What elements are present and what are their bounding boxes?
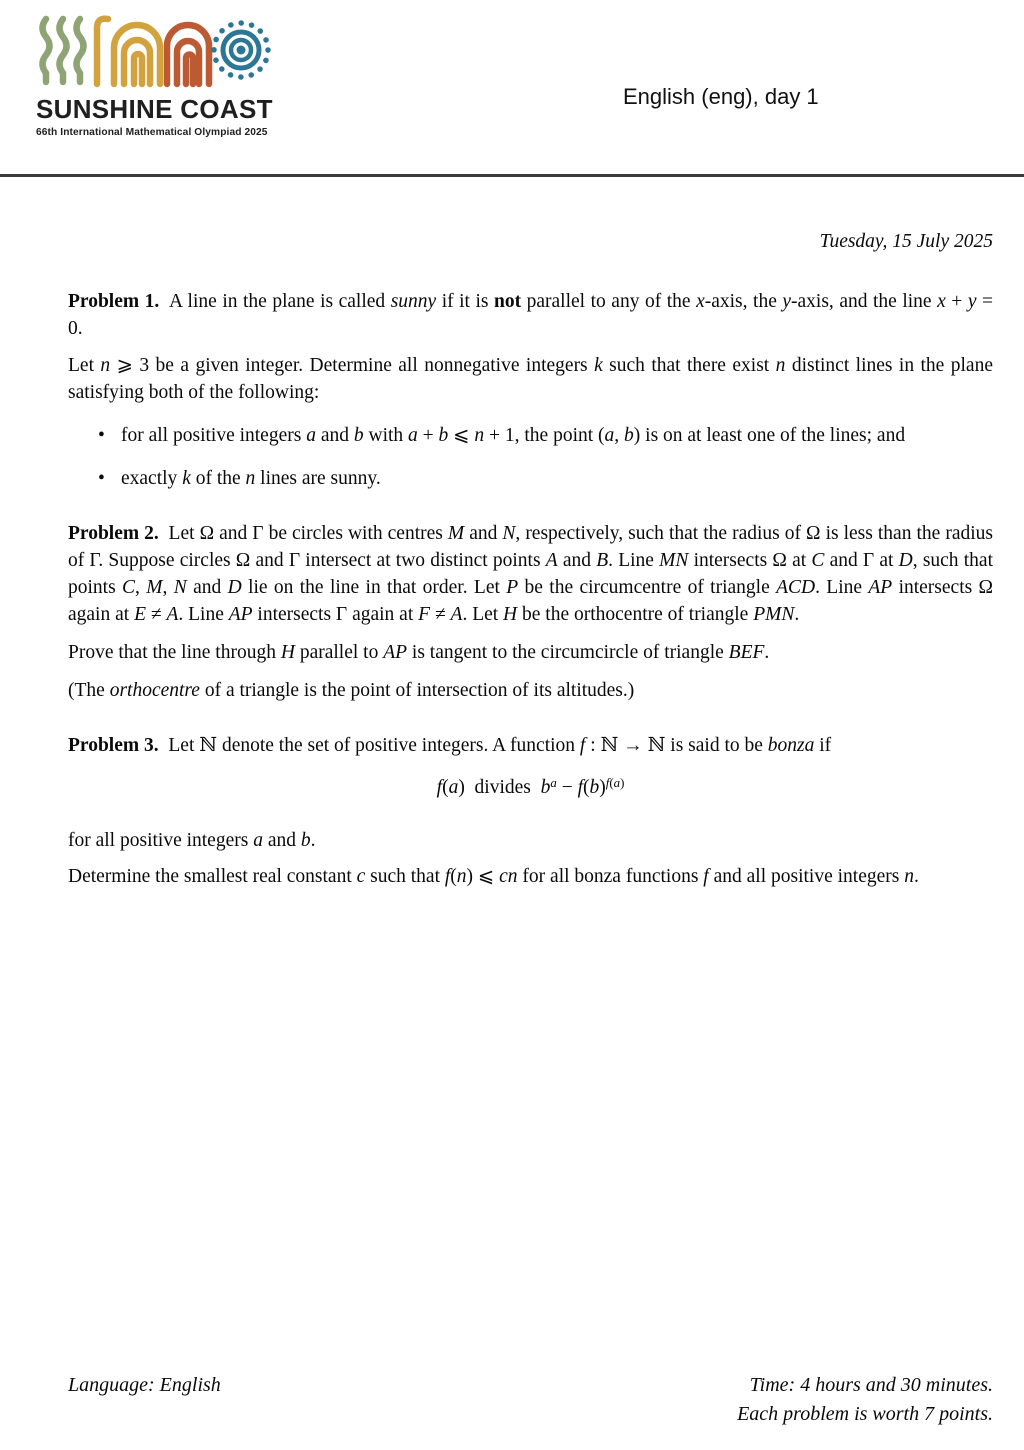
text-run: − <box>556 777 578 798</box>
text-run: lines are sunny. <box>255 468 381 489</box>
text-run: . Line <box>815 577 869 598</box>
text-run: -axis, the <box>704 291 783 312</box>
text-run: Let ℕ denote the set of positive integers. A function <box>158 735 580 756</box>
text-run: . <box>794 604 800 625</box>
text-run: and all positive integers <box>708 866 905 887</box>
text-run: y <box>782 291 792 312</box>
footer-time <box>737 1371 993 1428</box>
logo-sun-center <box>237 46 246 55</box>
footer-language <box>68 1371 221 1399</box>
text-run: Problem 2. <box>68 523 159 544</box>
text-run: and <box>186 577 228 598</box>
text-run: BEF <box>728 642 765 663</box>
text-run: x <box>937 291 946 312</box>
text-run: n <box>775 355 786 376</box>
text-run: Prove that the line through <box>68 642 281 663</box>
text-run: A <box>450 604 463 625</box>
text-run: exactly <box>121 468 183 489</box>
text-run: AP <box>383 642 408 663</box>
text-run: orthocentre <box>109 680 200 701</box>
text-run: for all bonza functions <box>517 866 704 887</box>
bullet-icon: • <box>98 468 105 489</box>
text-run: H <box>280 642 295 663</box>
text-run: N <box>502 523 516 544</box>
problem-3-formula <box>68 774 993 801</box>
text-run: bonza <box>767 735 815 756</box>
text-run: and <box>315 425 354 446</box>
text-run: n <box>245 468 256 489</box>
text-run: A line in the plane is called <box>159 291 391 312</box>
text-run: and <box>262 830 301 851</box>
text-run: not <box>494 291 522 312</box>
logo-yellow-stem <box>97 19 108 84</box>
text-run: sunny <box>390 291 437 312</box>
text-run: N <box>173 577 187 598</box>
text-run: ≠ <box>430 604 451 625</box>
text-run: f <box>577 777 583 798</box>
text-run: ≠ <box>145 604 167 625</box>
text-run: H <box>503 604 518 625</box>
problem-1-bullet-1 <box>68 422 993 449</box>
text-run: cn <box>499 866 518 887</box>
imo-logo-art <box>36 8 278 93</box>
problem-3-forall <box>68 827 993 854</box>
text-run: a <box>306 425 316 446</box>
footer-points-line: Each problem is worth 7 points. <box>737 1402 993 1425</box>
text-run: a <box>550 776 557 790</box>
text-run: ) is on at least one of the lines; and <box>633 425 906 446</box>
text-run: n <box>100 355 111 376</box>
text-run: b <box>540 777 551 798</box>
text-run: intersects Γ again at <box>252 604 419 625</box>
text-run: k <box>594 355 603 376</box>
problem-2-prove <box>68 639 993 666</box>
text-run: ) <box>620 776 625 790</box>
text-run: intersects Ω again at <box>68 577 994 625</box>
text-run: = 0. <box>68 291 993 339</box>
text-run: MN <box>659 550 689 571</box>
text-run: of the <box>190 468 246 489</box>
text-run: , such that points <box>68 550 993 598</box>
text-run: P <box>506 577 519 598</box>
text-run: x <box>696 291 705 312</box>
problem-1-bullet-2-text <box>121 465 993 492</box>
text-run: ) <box>599 777 606 798</box>
text-run: n <box>456 866 467 887</box>
text-run: a <box>604 425 615 446</box>
text-run: ) divides <box>458 777 541 798</box>
date-line: Tuesday, 15 July 2025 <box>819 231 993 252</box>
text-run: f <box>579 735 586 756</box>
text-run: AP <box>228 604 253 625</box>
text-run: ( <box>442 777 449 798</box>
text-run: b <box>589 777 600 798</box>
footer-language-label: Language: <box>68 1374 155 1396</box>
text-run: (The <box>68 680 110 701</box>
text-run: a <box>408 425 418 446</box>
text-run: b <box>300 830 311 851</box>
imo-logo <box>36 8 278 138</box>
text-run: parallel to <box>294 642 384 663</box>
text-run: a <box>613 776 621 790</box>
text-run: ACD <box>776 577 816 598</box>
text-run: is tangent to the circumcircle of triangle <box>407 642 729 663</box>
problem-3-determine <box>68 863 993 890</box>
text-run: and <box>464 523 503 544</box>
text-run: : ℕ → ℕ is said to be <box>585 735 768 756</box>
text-run: , <box>135 577 147 598</box>
problem-1-statement <box>68 288 993 342</box>
text-run: f <box>436 777 443 798</box>
text-run: ⩽ <box>448 425 475 446</box>
text-run: ) ⩽ <box>466 866 500 887</box>
text-run: parallel to any of the <box>521 291 697 312</box>
text-run: Problem 1. <box>68 291 160 312</box>
text-run: F <box>418 604 431 625</box>
text-run: AP <box>868 577 893 598</box>
text-run: a <box>448 777 459 798</box>
text-run: and <box>557 550 597 571</box>
text-run: if <box>814 735 832 756</box>
text-run: and Γ at <box>824 550 899 571</box>
text-run: PMN <box>753 604 795 625</box>
text-run: Determine the smallest real constant <box>68 866 357 887</box>
logo-wave-1 <box>43 19 50 82</box>
logo-subtitle: 66th International Mathematical Olympiad 2025 <box>36 127 268 138</box>
main-content <box>68 228 993 890</box>
text-run: for all positive integers <box>121 425 307 446</box>
text-run: lie on the line in that order. Let <box>241 577 507 598</box>
text-run: ⩾ 3 be a given integer. Determine all nonnegative integers <box>110 355 595 376</box>
text-run: + <box>945 291 968 312</box>
text-run: f <box>703 866 709 887</box>
logo-title: SUNSHINE COAST <box>36 94 273 124</box>
text-run: n <box>904 866 914 887</box>
text-run: be the circumcentre of triangle <box>518 577 777 598</box>
logo-red-arch-inner <box>186 55 193 84</box>
text-run: M <box>447 523 465 544</box>
problem-2-note <box>68 677 993 704</box>
text-run: b <box>353 425 364 446</box>
logo-wave-3 <box>77 19 84 82</box>
text-run: D <box>227 577 242 598</box>
text-run: ( <box>609 776 614 790</box>
bullet-icon: • <box>98 425 105 446</box>
text-run: C <box>122 577 136 598</box>
header-rule <box>0 174 1024 177</box>
text-run: distinct lines in the plane satisfying both of the following: <box>68 355 993 403</box>
text-run: ( <box>583 777 590 798</box>
text-run: . Let <box>462 604 504 625</box>
text-run: A <box>545 550 558 571</box>
text-run: . <box>310 830 316 851</box>
text-run: + <box>417 425 439 446</box>
text-run: for all positive integers <box>68 830 254 851</box>
text-run: , <box>162 577 174 598</box>
problem-2-statement <box>68 520 993 628</box>
text-run: , respectively, such that the radius of Ω is less than the radius of Γ. Suppose circles Ω and Γ intersect at two distinct points <box>68 523 994 571</box>
text-run: D <box>898 550 913 571</box>
text-run: f <box>605 776 610 790</box>
text-run: . Line <box>608 550 660 571</box>
text-run: b <box>624 425 634 446</box>
text-run: b <box>438 425 449 446</box>
text-run: . Line <box>178 604 229 625</box>
text-run: a <box>253 830 263 851</box>
text-run: ( <box>450 866 457 887</box>
text-run: be the orthocentre of triangle <box>517 604 754 625</box>
text-run: k <box>182 468 191 489</box>
text-run: C <box>811 550 825 571</box>
footer-language-value: English <box>159 1374 221 1396</box>
text-run: B <box>596 550 609 571</box>
text-run: E <box>134 604 146 625</box>
text-run: Let <box>68 355 101 376</box>
text-run: . <box>913 866 919 887</box>
text-run: c <box>356 866 366 887</box>
text-run: A <box>166 604 179 625</box>
text-run: Let Ω and Γ be circles with centres <box>158 523 448 544</box>
problem-1-setup <box>68 352 993 406</box>
text-run: n <box>474 425 485 446</box>
language-day-label: English (eng), day 1 <box>623 84 819 109</box>
text-run: . <box>764 642 770 663</box>
text-run: with <box>363 425 409 446</box>
logo-wave-2 <box>60 19 67 82</box>
text-run: -axis, and the line <box>791 291 938 312</box>
text-run: such that <box>365 866 445 887</box>
text-run: if it is <box>436 291 495 312</box>
text-run: Problem 3. <box>68 735 159 756</box>
problem-3-statement <box>68 732 993 759</box>
text-run: f <box>444 866 451 887</box>
text-run: + 1, the point ( <box>484 425 605 446</box>
text-run: of a triangle is the point of intersection of its altitudes.) <box>199 680 635 701</box>
problem-1-bullet-1-text <box>121 422 993 449</box>
text-run: such that there exist <box>602 355 776 376</box>
text-run: M <box>146 577 163 598</box>
footer-time-line: Time: 4 hours and 30 minutes. <box>749 1374 993 1396</box>
problem-1-bullet-2 <box>68 465 993 492</box>
logo-yellow-arch-inner <box>134 54 142 84</box>
text-run: y <box>967 291 977 312</box>
text-run: intersects Ω at <box>688 550 812 571</box>
text-run: , <box>614 425 625 446</box>
